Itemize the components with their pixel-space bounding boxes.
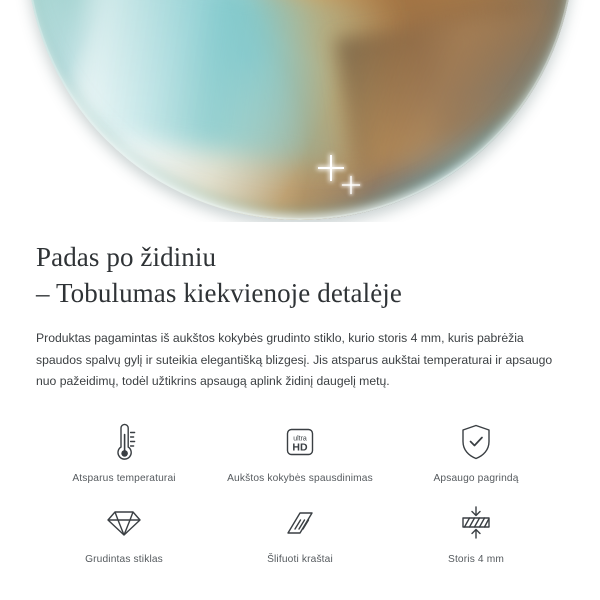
feature-item-thickness — [388, 500, 564, 565]
feature-label: Šlifuoti kraštai — [267, 553, 333, 565]
page-title — [36, 222, 564, 312]
feature-item-polished-edges — [212, 500, 388, 565]
svg-text:HD: HD — [292, 441, 308, 454]
feature-label: Atsparus temperaturai — [72, 472, 176, 484]
thickness-arrows-icon — [455, 500, 497, 546]
svg-text:ultra: ultra — [293, 435, 307, 443]
glass-edge-rim — [26, 0, 574, 220]
feature-label: Grudintas stiklas — [85, 553, 163, 565]
feature-item-print-quality — [212, 419, 388, 484]
shield-check-icon — [456, 419, 496, 465]
feature-item-tempered-glass — [36, 500, 212, 565]
description-paragraph: Produktas pagamintas iš aukštos kokybės grudinto stiklo, kurio storis 4 mm, kuris pabrėžia spaudos spalvų gylį ir suteikia elegantišką blizgesį. Jis atsparus aukštai temperaturai ir apsaugo nuo pažeidimų, todėl užtikrins apsaugą aplink židinį daugelį metų. — [36, 330, 553, 389]
page-title-line-2: – Tobulumas kiekvienoje detalėje — [36, 277, 402, 308]
ultra-hd-icon — [279, 419, 321, 465]
page-title-line-1: Padas po židiniu — [36, 242, 217, 272]
content-area — [0, 222, 600, 565]
diamond-icon — [102, 500, 146, 546]
hero-image-section — [0, 0, 600, 222]
polished-edges-icon — [278, 500, 322, 546]
feature-label: Aukštos kokybės spausdinimas — [227, 472, 373, 484]
feature-grid — [36, 419, 564, 565]
feature-label: Apsaugo pagrindą — [433, 472, 519, 484]
feature-label: Storis 4 mm — [448, 553, 504, 565]
thermometer-icon — [105, 419, 143, 465]
round-marble-glass-hearth-pad — [26, 0, 574, 220]
feature-item-surface-protection — [388, 419, 564, 484]
feature-item-temperature-resistant — [36, 419, 212, 484]
